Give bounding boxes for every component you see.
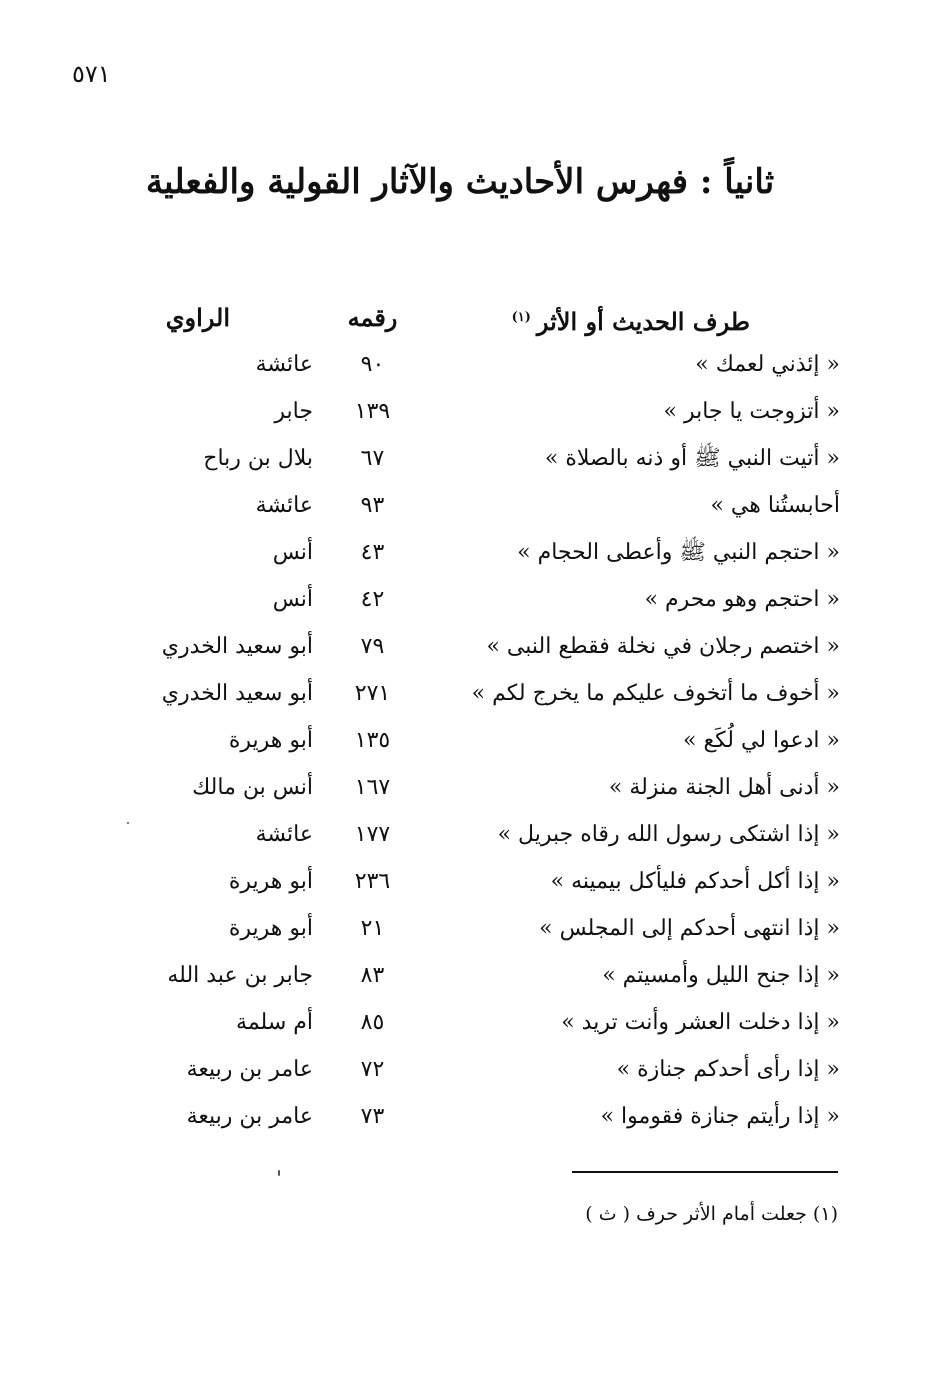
column-header-hadith: [512, 295, 750, 345]
table-row: [0, 718, 935, 764]
number-cell: ١٣٩: [354, 399, 391, 424]
number-cell: ٧٩: [360, 634, 385, 659]
narrator-cell: جابر: [274, 399, 313, 424]
hadith-cell: « أدنى أهل الجنة منزلة »: [608, 775, 840, 800]
number-cell: ٧٢: [360, 1057, 385, 1082]
narrator-cell: جابر بن عبد الله: [167, 963, 313, 988]
hadith-cell: « اختصم رجلان في نخلة فقطع النبى »: [486, 634, 840, 659]
hadith-cell: « أخوف ما أتخوف عليكم ما يخرج لكم »: [471, 681, 840, 706]
column-header-hadith-label: طرف الحديث أو الأثر: [536, 307, 750, 336]
hadith-cell: « إذا رأى أحدكم جنازة »: [616, 1057, 840, 1082]
narrator-cell: أبو سعيد الخدري: [161, 681, 313, 706]
number-cell: ٦٧: [360, 446, 385, 471]
table-row: [0, 342, 935, 388]
footnote: (١) جعلت أمام الأثر حرف ( ث ): [585, 1203, 838, 1225]
number-cell: ٧٣: [360, 1104, 385, 1129]
table-row: [0, 624, 935, 670]
number-cell: ١٣٥: [354, 728, 391, 753]
hadith-cell: « إذا رأيتم جنازة فقوموا »: [600, 1104, 840, 1129]
number-cell: ٤٢: [360, 587, 385, 612]
narrator-cell: أنس: [272, 587, 313, 612]
hadith-cell: « إذا جنح الليل وأمسيتم »: [602, 963, 840, 988]
hadith-cell: « ادعوا لي لُكَع »: [682, 728, 840, 753]
number-cell: ٢٣٦: [354, 869, 391, 894]
hadith-cell: « إذا أكل أحدكم فليأكل بيمينه »: [550, 869, 840, 894]
hadith-cell: « احتجم النبي ﷺ وأعطى الحجام »: [517, 540, 840, 565]
number-cell: ٢٧١: [354, 681, 391, 706]
narrator-cell: أم سلمة: [236, 1010, 313, 1035]
number-cell: ١٧٧: [354, 822, 391, 847]
narrator-cell: أبو سعيد الخدري: [161, 634, 313, 659]
table-row: [0, 906, 935, 952]
table-row: [0, 436, 935, 482]
table-row: [0, 671, 935, 717]
table-row: [0, 953, 935, 999]
narrator-cell: عامر بن ربيعة: [186, 1104, 313, 1129]
narrator-cell: أبو هريرة: [228, 728, 313, 753]
number-cell: ٢١: [360, 916, 385, 941]
footnote-reference: (١): [511, 310, 531, 325]
table-row: [0, 389, 935, 435]
narrator-cell: عائشة: [255, 822, 313, 847]
hadith-cell: « احتجم وهو محرم »: [644, 587, 840, 612]
page-title: ثانياً : فهرس الأحاديث والآثار القولية والفعلية: [145, 162, 775, 202]
hadith-cell: أحابستُنا هي »: [710, 493, 840, 518]
table-row: [0, 812, 935, 858]
table-row: [0, 530, 935, 576]
narrator-cell: أبو هريرة: [228, 869, 313, 894]
hadith-cell: « إئذني لعمك »: [695, 352, 840, 377]
table-row: [0, 859, 935, 905]
hadith-cell: « إذا انتهى أحدكم إلى المجلس »: [539, 916, 840, 941]
narrator-cell: عائشة: [255, 352, 313, 377]
table-header-row: [0, 295, 935, 341]
column-header-number: رقمه: [347, 303, 398, 332]
table-row: [0, 1094, 935, 1140]
narrator-cell: عامر بن ربيعة: [186, 1057, 313, 1082]
narrator-cell: بلال بن رباح: [203, 446, 313, 471]
number-cell: ٩٣: [360, 493, 385, 518]
table-row: [0, 483, 935, 529]
narrator-cell: أنس: [272, 540, 313, 565]
number-cell: ٨٥: [360, 1010, 385, 1035]
hadith-cell: « إذا اشتكى رسول الله رقاه جبريل »: [497, 822, 840, 847]
scan-speck: [127, 822, 129, 824]
hadith-cell: « إذا دخلت العشر وأنت تريد »: [561, 1010, 840, 1035]
footnote-divider: [572, 1171, 838, 1173]
column-header-narrator: الراوي: [165, 303, 230, 332]
table-row: [0, 765, 935, 811]
number-cell: ١٦٧: [354, 775, 391, 800]
number-cell: ٤٣: [360, 540, 385, 565]
scan-speck: [278, 1170, 280, 1176]
narrator-cell: أبو هريرة: [228, 916, 313, 941]
number-cell: ٩٠: [360, 352, 385, 377]
page-number: ٥٧١: [72, 60, 111, 88]
table-row: [0, 1000, 935, 1046]
narrator-cell: أنس بن مالك: [192, 775, 313, 800]
table-row: [0, 577, 935, 623]
hadith-cell: « أتزوجت يا جابر »: [663, 399, 840, 424]
narrator-cell: عائشة: [255, 493, 313, 518]
hadith-cell: « أتيت النبي ﷺ أو ذنه بالصلاة »: [544, 446, 840, 471]
table-row: [0, 1047, 935, 1093]
number-cell: ٨٣: [360, 963, 385, 988]
